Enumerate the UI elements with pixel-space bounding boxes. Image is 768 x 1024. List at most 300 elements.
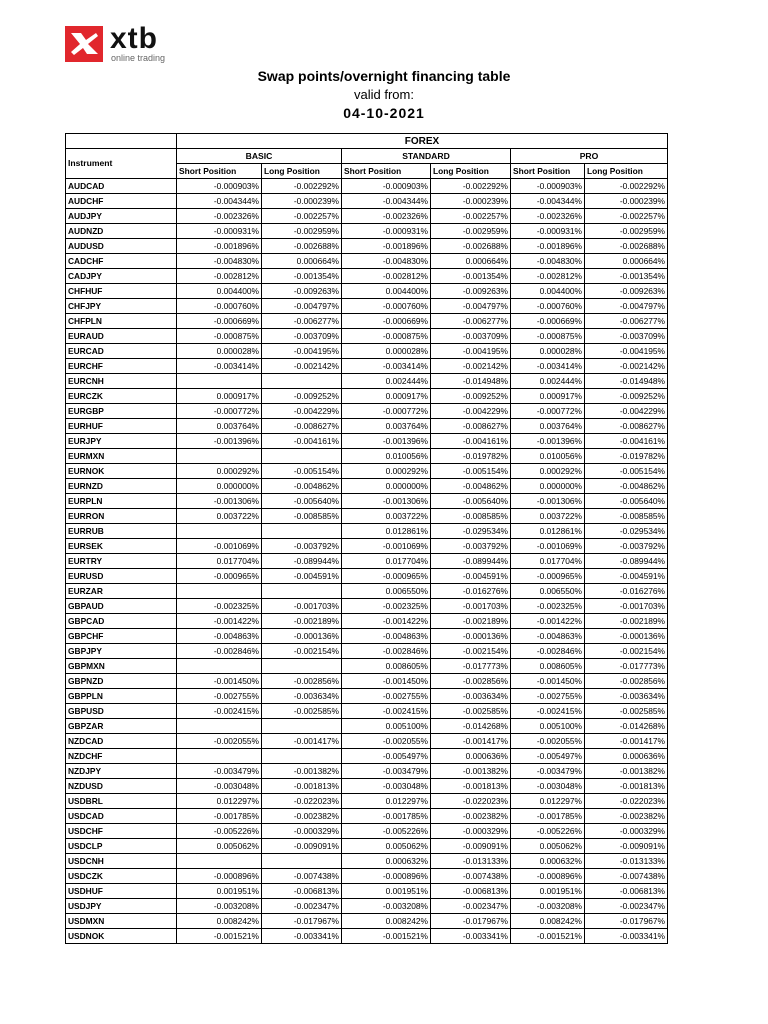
- value-cell: -0.001703%: [585, 599, 668, 614]
- table-row: [66, 929, 668, 944]
- instrument-cell: NZDUSD: [66, 779, 177, 794]
- value-cell: [262, 524, 342, 539]
- xtb-logo-mark-icon: [65, 26, 103, 62]
- value-cell: -0.004797%: [431, 299, 511, 314]
- table-row: [66, 689, 668, 704]
- value-cell: -0.004591%: [585, 569, 668, 584]
- column-header: Long Position: [431, 164, 511, 179]
- value-cell: 0.005100%: [511, 719, 585, 734]
- value-cell: -0.000329%: [585, 824, 668, 839]
- value-cell: -0.014268%: [431, 719, 511, 734]
- value-cell: -0.002688%: [262, 239, 342, 254]
- value-cell: -0.004161%: [585, 434, 668, 449]
- group-header-pro: PRO: [511, 149, 668, 164]
- value-cell: 0.012297%: [342, 794, 431, 809]
- value-cell: -0.008585%: [262, 509, 342, 524]
- value-cell: 0.005062%: [511, 839, 585, 854]
- value-cell: -0.017967%: [262, 914, 342, 929]
- instrument-cell: USDHUF: [66, 884, 177, 899]
- instrument-cell: USDCAD: [66, 809, 177, 824]
- table-row: [66, 914, 668, 929]
- table-row: [66, 899, 668, 914]
- value-cell: -0.003048%: [511, 779, 585, 794]
- value-cell: -0.004830%: [511, 254, 585, 269]
- table-row: [66, 539, 668, 554]
- instrument-cell: GBPPLN: [66, 689, 177, 704]
- table-row: [66, 194, 668, 209]
- value-cell: -0.000965%: [342, 569, 431, 584]
- value-cell: -0.008627%: [585, 419, 668, 434]
- value-cell: -0.009252%: [262, 389, 342, 404]
- document-title: Swap points/overnight financing table: [257, 68, 511, 84]
- value-cell: 0.000028%: [177, 344, 262, 359]
- instrument-cell: USDCNH: [66, 854, 177, 869]
- value-cell: -0.006277%: [585, 314, 668, 329]
- value-cell: -0.001396%: [177, 434, 262, 449]
- value-cell: -0.003634%: [431, 689, 511, 704]
- value-cell: -0.000772%: [177, 404, 262, 419]
- value-cell: 0.006550%: [342, 584, 431, 599]
- value-cell: -0.003792%: [585, 539, 668, 554]
- value-cell: [262, 749, 342, 764]
- value-cell: -0.004591%: [431, 569, 511, 584]
- value-cell: -0.001354%: [262, 269, 342, 284]
- table-row: [66, 824, 668, 839]
- value-cell: -0.000136%: [262, 629, 342, 644]
- value-cell: -0.003709%: [431, 329, 511, 344]
- table-row: [66, 329, 668, 344]
- value-cell: -0.002415%: [177, 704, 262, 719]
- instrument-cell: EURPLN: [66, 494, 177, 509]
- column-header: Long Position: [585, 164, 668, 179]
- value-cell: -0.003479%: [511, 764, 585, 779]
- instrument-cell: EURMXN: [66, 449, 177, 464]
- value-cell: -0.003208%: [177, 899, 262, 914]
- value-cell: -0.003709%: [262, 329, 342, 344]
- instrument-cell: USDJPY: [66, 899, 177, 914]
- value-cell: -0.089944%: [262, 554, 342, 569]
- table-row: [66, 179, 668, 194]
- value-cell: -0.002257%: [431, 209, 511, 224]
- x-mark-icon: [65, 26, 103, 62]
- value-cell: -0.005154%: [431, 464, 511, 479]
- table-row: [66, 764, 668, 779]
- instrument-cell: EURCAD: [66, 344, 177, 359]
- value-cell: -0.004161%: [262, 434, 342, 449]
- value-cell: 0.003764%: [177, 419, 262, 434]
- value-cell: -0.000772%: [511, 404, 585, 419]
- value-cell: -0.003341%: [262, 929, 342, 944]
- value-cell: -0.005226%: [342, 824, 431, 839]
- value-cell: -0.004195%: [585, 344, 668, 359]
- value-cell: [177, 524, 262, 539]
- value-cell: -0.002154%: [585, 644, 668, 659]
- value-cell: -0.003048%: [177, 779, 262, 794]
- value-cell: -0.002189%: [431, 614, 511, 629]
- instrument-cell: CADJPY: [66, 269, 177, 284]
- value-cell: 0.017704%: [511, 554, 585, 569]
- value-cell: [262, 374, 342, 389]
- instrument-cell: GBPJPY: [66, 644, 177, 659]
- value-cell: -0.002812%: [177, 269, 262, 284]
- value-cell: -0.000239%: [431, 194, 511, 209]
- value-cell: -0.002415%: [342, 704, 431, 719]
- value-cell: -0.001354%: [431, 269, 511, 284]
- value-cell: -0.002325%: [342, 599, 431, 614]
- value-cell: 0.000636%: [585, 749, 668, 764]
- value-cell: 0.012861%: [342, 524, 431, 539]
- value-cell: 0.000917%: [511, 389, 585, 404]
- value-cell: -0.004830%: [177, 254, 262, 269]
- value-cell: 0.004400%: [177, 284, 262, 299]
- value-cell: -0.000896%: [511, 869, 585, 884]
- value-cell: -0.004195%: [262, 344, 342, 359]
- table-row: [66, 584, 668, 599]
- value-cell: -0.004229%: [585, 404, 668, 419]
- value-cell: [262, 854, 342, 869]
- value-cell: 0.008242%: [511, 914, 585, 929]
- value-cell: -0.002142%: [262, 359, 342, 374]
- value-cell: 0.010056%: [511, 449, 585, 464]
- value-cell: -0.002382%: [262, 809, 342, 824]
- value-cell: -0.001785%: [511, 809, 585, 824]
- value-cell: -0.001521%: [511, 929, 585, 944]
- value-cell: -0.002688%: [585, 239, 668, 254]
- value-cell: -0.002325%: [511, 599, 585, 614]
- value-cell: -0.000896%: [177, 869, 262, 884]
- value-cell: -0.013133%: [585, 854, 668, 869]
- value-cell: 0.004400%: [342, 284, 431, 299]
- value-cell: -0.000965%: [511, 569, 585, 584]
- value-cell: 0.000028%: [342, 344, 431, 359]
- value-cell: -0.017967%: [431, 914, 511, 929]
- value-cell: -0.002154%: [431, 644, 511, 659]
- value-cell: -0.001069%: [511, 539, 585, 554]
- value-cell: -0.002055%: [342, 734, 431, 749]
- document-subtitle: valid from:: [354, 87, 414, 102]
- value-cell: 0.000664%: [585, 254, 668, 269]
- value-cell: -0.003414%: [342, 359, 431, 374]
- value-cell: -0.014948%: [431, 374, 511, 389]
- value-cell: -0.001422%: [177, 614, 262, 629]
- value-cell: -0.009252%: [585, 389, 668, 404]
- value-cell: -0.002382%: [431, 809, 511, 824]
- value-cell: 0.000664%: [431, 254, 511, 269]
- value-cell: [177, 374, 262, 389]
- table-row: [66, 779, 668, 794]
- instrument-cell: EURSEK: [66, 539, 177, 554]
- instrument-cell: NZDJPY: [66, 764, 177, 779]
- value-cell: -0.002755%: [511, 689, 585, 704]
- value-cell: 0.000632%: [342, 854, 431, 869]
- table-row: [66, 599, 668, 614]
- value-cell: 0.003764%: [511, 419, 585, 434]
- value-cell: -0.003341%: [585, 929, 668, 944]
- value-cell: -0.003479%: [177, 764, 262, 779]
- value-cell: -0.009091%: [431, 839, 511, 854]
- value-cell: -0.000669%: [177, 314, 262, 329]
- value-cell: -0.000239%: [585, 194, 668, 209]
- value-cell: [262, 584, 342, 599]
- instrument-cell: AUDJPY: [66, 209, 177, 224]
- value-cell: 0.002444%: [511, 374, 585, 389]
- table-row: [66, 209, 668, 224]
- value-cell: 0.000632%: [511, 854, 585, 869]
- value-cell: -0.000875%: [342, 329, 431, 344]
- value-cell: [177, 584, 262, 599]
- value-cell: -0.002347%: [585, 899, 668, 914]
- value-cell: [262, 659, 342, 674]
- value-cell: 0.008242%: [342, 914, 431, 929]
- value-cell: -0.014268%: [585, 719, 668, 734]
- value-cell: -0.000896%: [342, 869, 431, 884]
- value-cell: -0.002415%: [511, 704, 585, 719]
- column-header: Long Position: [262, 164, 342, 179]
- value-cell: 0.001951%: [342, 884, 431, 899]
- table-row: [66, 224, 668, 239]
- instrument-cell: EURNZD: [66, 479, 177, 494]
- value-cell: -0.003792%: [262, 539, 342, 554]
- value-cell: -0.000903%: [342, 179, 431, 194]
- table-row: [66, 389, 668, 404]
- value-cell: -0.002755%: [177, 689, 262, 704]
- instrument-cell: AUDUSD: [66, 239, 177, 254]
- value-cell: -0.004830%: [342, 254, 431, 269]
- value-cell: -0.004344%: [511, 194, 585, 209]
- instrument-cell: USDBRL: [66, 794, 177, 809]
- value-cell: -0.000760%: [342, 299, 431, 314]
- value-cell: -0.004195%: [431, 344, 511, 359]
- table-row: [66, 434, 668, 449]
- value-cell: 0.008605%: [511, 659, 585, 674]
- value-cell: -0.001354%: [585, 269, 668, 284]
- value-cell: -0.001813%: [431, 779, 511, 794]
- value-cell: -0.000760%: [177, 299, 262, 314]
- table-row: [66, 419, 668, 434]
- value-cell: 0.005062%: [177, 839, 262, 854]
- group-header-standard: STANDARD: [342, 149, 511, 164]
- value-cell: -0.000903%: [177, 179, 262, 194]
- value-cell: 0.002444%: [342, 374, 431, 389]
- instrument-cell: AUDCAD: [66, 179, 177, 194]
- section-spacer: [66, 134, 177, 149]
- value-cell: -0.006277%: [431, 314, 511, 329]
- value-cell: 0.005062%: [342, 839, 431, 854]
- value-cell: -0.006813%: [431, 884, 511, 899]
- value-cell: -0.000931%: [511, 224, 585, 239]
- value-cell: -0.001069%: [342, 539, 431, 554]
- value-cell: -0.029534%: [585, 524, 668, 539]
- column-header: Short Position: [342, 164, 431, 179]
- value-cell: 0.012861%: [511, 524, 585, 539]
- value-cell: 0.008605%: [342, 659, 431, 674]
- table-row: [66, 644, 668, 659]
- value-cell: -0.004862%: [585, 479, 668, 494]
- value-cell: -0.016276%: [585, 584, 668, 599]
- instrument-cell: GBPCAD: [66, 614, 177, 629]
- instrument-cell: NZDCHF: [66, 749, 177, 764]
- value-cell: -0.002755%: [342, 689, 431, 704]
- instrument-cell: CHFHUF: [66, 284, 177, 299]
- logo-tagline: online trading: [111, 53, 166, 63]
- table-row: [66, 404, 668, 419]
- value-cell: -0.016276%: [431, 584, 511, 599]
- value-cell: -0.004797%: [585, 299, 668, 314]
- value-cell: -0.002347%: [262, 899, 342, 914]
- value-cell: -0.008585%: [431, 509, 511, 524]
- value-cell: -0.006813%: [585, 884, 668, 899]
- instrument-cell: USDNOK: [66, 929, 177, 944]
- value-cell: -0.002812%: [342, 269, 431, 284]
- value-cell: -0.008585%: [585, 509, 668, 524]
- value-cell: -0.005640%: [585, 494, 668, 509]
- value-cell: -0.002189%: [262, 614, 342, 629]
- value-cell: -0.017773%: [431, 659, 511, 674]
- value-cell: -0.005640%: [431, 494, 511, 509]
- value-cell: -0.017967%: [585, 914, 668, 929]
- instrument-cell: EURRON: [66, 509, 177, 524]
- value-cell: 0.004400%: [511, 284, 585, 299]
- table-row: [66, 314, 668, 329]
- value-cell: -0.002812%: [511, 269, 585, 284]
- value-cell: -0.002326%: [511, 209, 585, 224]
- value-cell: -0.000965%: [177, 569, 262, 584]
- value-cell: -0.001396%: [342, 434, 431, 449]
- value-cell: -0.089944%: [585, 554, 668, 569]
- value-cell: -0.001382%: [431, 764, 511, 779]
- column-header: Short Position: [511, 164, 585, 179]
- value-cell: -0.001069%: [177, 539, 262, 554]
- value-cell: 0.010056%: [342, 449, 431, 464]
- instrument-cell: AUDNZD: [66, 224, 177, 239]
- value-cell: -0.001306%: [511, 494, 585, 509]
- instrument-cell: GBPAUD: [66, 599, 177, 614]
- value-cell: 0.000917%: [342, 389, 431, 404]
- value-cell: -0.014948%: [585, 374, 668, 389]
- value-cell: -0.022023%: [585, 794, 668, 809]
- instrument-cell: EURAUD: [66, 329, 177, 344]
- value-cell: -0.002585%: [431, 704, 511, 719]
- value-cell: -0.003341%: [431, 929, 511, 944]
- instrument-cell: GBPZAR: [66, 719, 177, 734]
- value-cell: -0.003792%: [431, 539, 511, 554]
- value-cell: -0.005154%: [262, 464, 342, 479]
- value-cell: -0.002382%: [585, 809, 668, 824]
- value-cell: -0.003048%: [342, 779, 431, 794]
- value-cell: -0.006813%: [262, 884, 342, 899]
- value-cell: -0.003414%: [511, 359, 585, 374]
- value-cell: -0.004797%: [262, 299, 342, 314]
- value-cell: -0.001896%: [177, 239, 262, 254]
- logo-brand: xtb: [110, 22, 158, 55]
- value-cell: -0.002846%: [511, 644, 585, 659]
- table-row: [66, 269, 668, 284]
- swap-table: [65, 133, 668, 944]
- instrument-cell: CADCHF: [66, 254, 177, 269]
- value-cell: 0.000000%: [177, 479, 262, 494]
- table-row: [66, 494, 668, 509]
- table-row: [66, 749, 668, 764]
- value-cell: -0.002856%: [585, 674, 668, 689]
- value-cell: -0.002347%: [431, 899, 511, 914]
- instrument-cell: EURNOK: [66, 464, 177, 479]
- value-cell: [262, 449, 342, 464]
- value-cell: -0.001450%: [342, 674, 431, 689]
- value-cell: -0.002292%: [262, 179, 342, 194]
- value-cell: -0.000903%: [511, 179, 585, 194]
- value-cell: -0.002189%: [585, 614, 668, 629]
- value-cell: -0.006277%: [262, 314, 342, 329]
- value-cell: -0.001422%: [342, 614, 431, 629]
- value-cell: -0.003479%: [342, 764, 431, 779]
- value-cell: -0.004863%: [511, 629, 585, 644]
- value-cell: -0.019782%: [585, 449, 668, 464]
- column-header: Short Position: [177, 164, 262, 179]
- value-cell: -0.005497%: [511, 749, 585, 764]
- value-cell: -0.003709%: [585, 329, 668, 344]
- value-cell: -0.002846%: [177, 644, 262, 659]
- value-cell: -0.004229%: [262, 404, 342, 419]
- value-cell: -0.002856%: [431, 674, 511, 689]
- value-cell: -0.004862%: [431, 479, 511, 494]
- value-cell: -0.001382%: [262, 764, 342, 779]
- value-cell: -0.089944%: [431, 554, 511, 569]
- value-cell: -0.002142%: [585, 359, 668, 374]
- value-cell: 0.003764%: [342, 419, 431, 434]
- value-cell: -0.002959%: [262, 224, 342, 239]
- instrument-cell: EURJPY: [66, 434, 177, 449]
- table-row: [66, 614, 668, 629]
- table-row: [66, 239, 668, 254]
- value-cell: -0.017773%: [585, 659, 668, 674]
- value-cell: -0.000329%: [431, 824, 511, 839]
- value-cell: 0.001951%: [177, 884, 262, 899]
- value-cell: -0.002292%: [431, 179, 511, 194]
- value-cell: -0.004344%: [177, 194, 262, 209]
- document-header: [0, 66, 768, 121]
- value-cell: -0.001813%: [585, 779, 668, 794]
- instrument-cell: GBPNZD: [66, 674, 177, 689]
- value-cell: -0.005226%: [511, 824, 585, 839]
- value-cell: -0.002585%: [262, 704, 342, 719]
- value-cell: -0.002585%: [585, 704, 668, 719]
- value-cell: -0.002326%: [177, 209, 262, 224]
- instrument-cell: EURCNH: [66, 374, 177, 389]
- value-cell: [177, 749, 262, 764]
- value-cell: -0.009263%: [431, 284, 511, 299]
- value-cell: -0.001417%: [431, 734, 511, 749]
- value-cell: 0.001951%: [511, 884, 585, 899]
- value-cell: -0.008627%: [262, 419, 342, 434]
- value-cell: -0.029534%: [431, 524, 511, 539]
- group-header-basic: BASIC: [177, 149, 342, 164]
- table-row: [66, 629, 668, 644]
- table-row: [66, 254, 668, 269]
- value-cell: 0.000292%: [177, 464, 262, 479]
- value-cell: -0.002856%: [262, 674, 342, 689]
- value-cell: [177, 854, 262, 869]
- instrument-cell: GBPMXN: [66, 659, 177, 674]
- value-cell: -0.002846%: [342, 644, 431, 659]
- value-cell: -0.013133%: [431, 854, 511, 869]
- value-cell: -0.004161%: [431, 434, 511, 449]
- table-row: [66, 719, 668, 734]
- value-cell: [177, 659, 262, 674]
- table-row: [66, 704, 668, 719]
- value-cell: 0.012297%: [511, 794, 585, 809]
- value-cell: [262, 719, 342, 734]
- value-cell: -0.000136%: [431, 629, 511, 644]
